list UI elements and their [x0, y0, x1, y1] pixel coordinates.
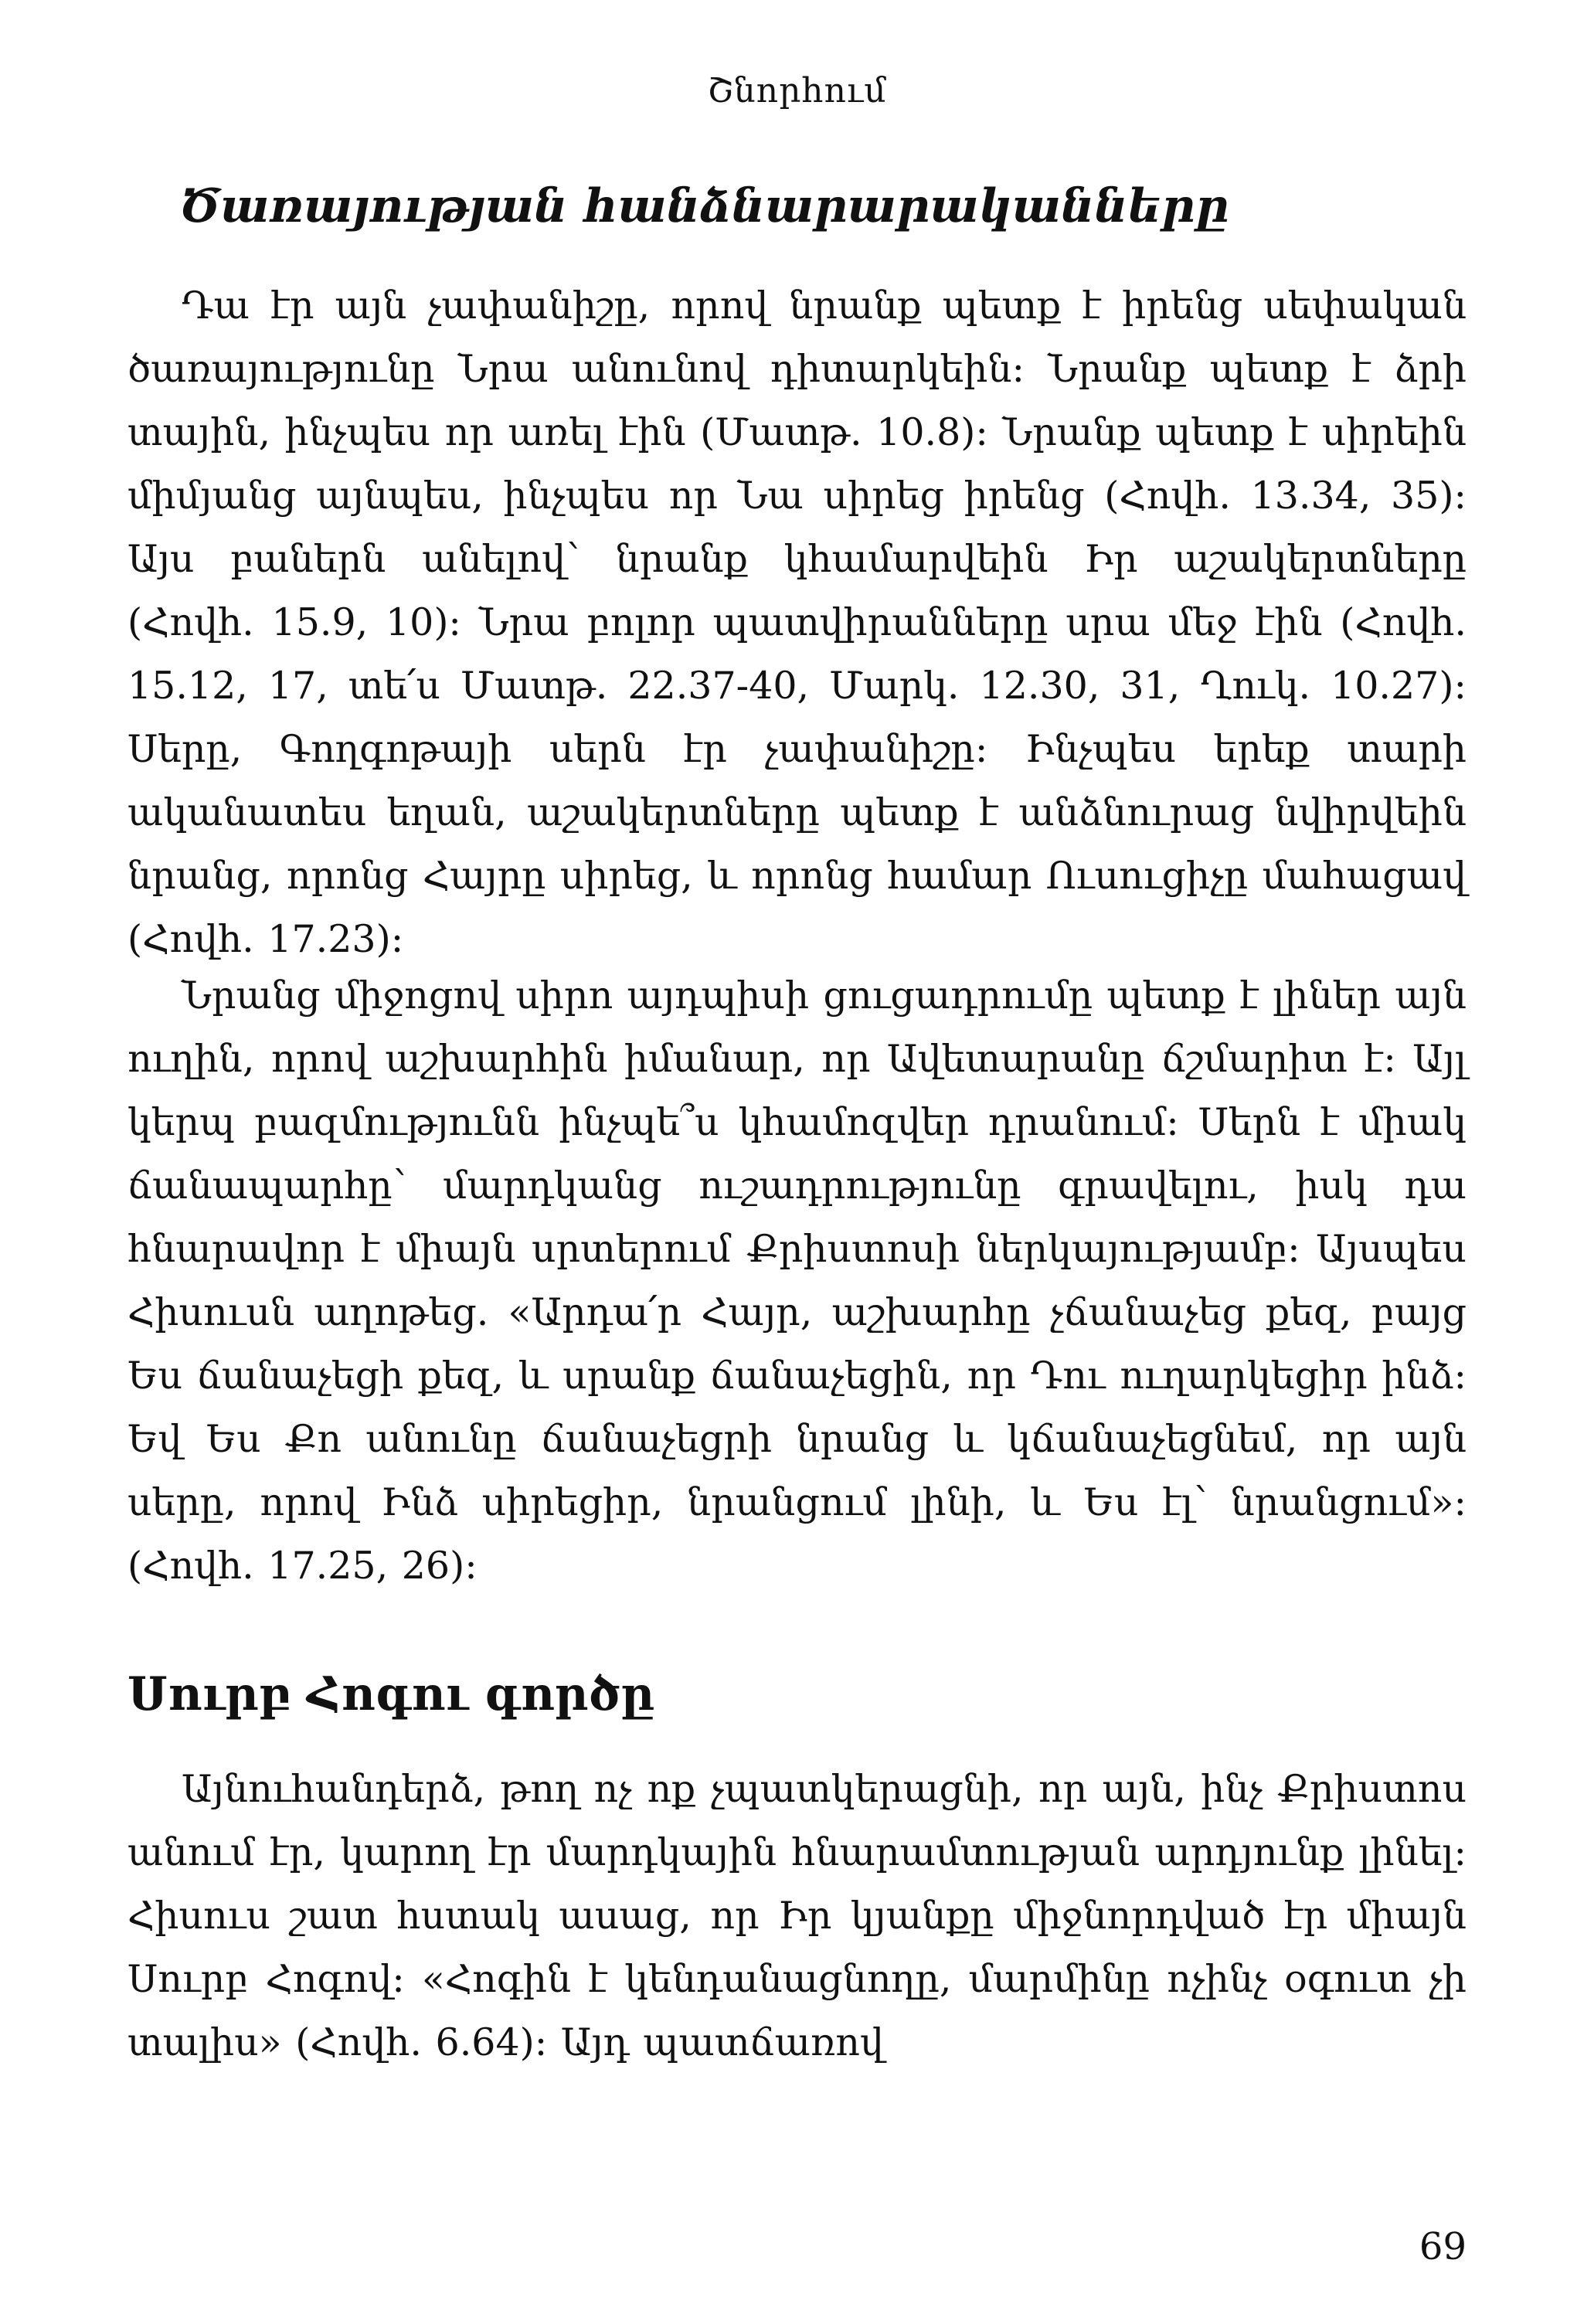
section2-paragraph-1-block [127, 1758, 1467, 2074]
section1-paragraph-2-block [127, 964, 1467, 1598]
section1-paragraph-1-block [127, 274, 1467, 971]
body-paragraph: Այնուհանդերձ, թող ոչ ոք չպատկերացնի, որ այն, ինչ Քրիստոս անում էր, կարող էր մարդկային հնարամտության արդյունք լինել: Հիսուս շատ հստակ ասաց, որ Իր կյանքը միջնորդված էր միայն Սուրբ Հոգով: «Հոգին է կենդանացնողը, մարմինը ոչինչ օգուտ չի տալիս» (Հովհ. 6.64): Այդ պատճառով [127, 1767, 1467, 2064]
body-paragraph: Դա էր այն չափանիշը, որով նրանք պետք է իրենց սեփական ծառայությունը Նրա անունով դիտարկեին: Նրանք պետք է ձրի տային, ինչպես որ առել էին (Մատթ. 10.8): Նրանք պետք է սիրեին միմյանց այնպես, ինչպես որ Նա սիրեց իրենց (Հովհ. 13.34, 35): Այս բաներն անելով՝ նրանք կհամարվեին Իր աշակերտները (Հովհ. 15.9, 10): Նրա բոլոր պատվիրանները սրա մեջ էին (Հովհ. 15.12, 17, տե՛ս Մատթ. 22.37-40, Մարկ. 12.30, 31, Ղուկ. 10.27): Սերը, Գողգոթայի սերն էր չափանիշը: Ինչպես երեք տարի ականատես եղան, աշակերտները պետք է անձնուրաց նվիրվեին նրանց, որոնց Հայրը սիրեց, և որոնց համար Ուսուցիչը մահացավ (Հովհ. 17.23): [127, 284, 1467, 961]
section-heading-service-instructions: Ծառայության հանձնարարականները [179, 179, 1229, 233]
page-number: 69 [1419, 2225, 1467, 2268]
running-head: Շնորհում [707, 71, 887, 110]
section-heading-holy-spirit-work: Սուրբ Հոգու գործը [127, 1667, 655, 1721]
body-paragraph: Նրանց միջոցով սիրո այդպիսի ցուցադրումը պետք է լիներ այն ուղին, որով աշխարհին իմանար, որ Ավետարանը ճշմարիտ է: Այլ կերպ բազմությունն ինչպե՞ս կհամոզվեր դրանում: Սերն է միակ ճանապարհը՝ մարդկանց ուշադրությունը գրավելու, իսկ դա հնարավոր է միայն սրտերում Քրիստոսի ներկայությամբ: Այսպես Հիսուսն աղոթեց. «Արդա՛ր Հայր, աշխարհը չճանաչեց քեզ, բայց Ես ճանաչեցի քեզ, և սրանք ճանաչեցին, որ Դու ուղարկեցիր ինձ: Եվ Ես Քո անունը ճանաչեցրի նրանց և կճանաչեցնեմ, որ այն սերը, որով Ինձ սիրեցիր, նրանցում լինի, և Ես էլ՝ նրանցում»: (Հովհ. 17.25, 26): [127, 973, 1467, 1588]
